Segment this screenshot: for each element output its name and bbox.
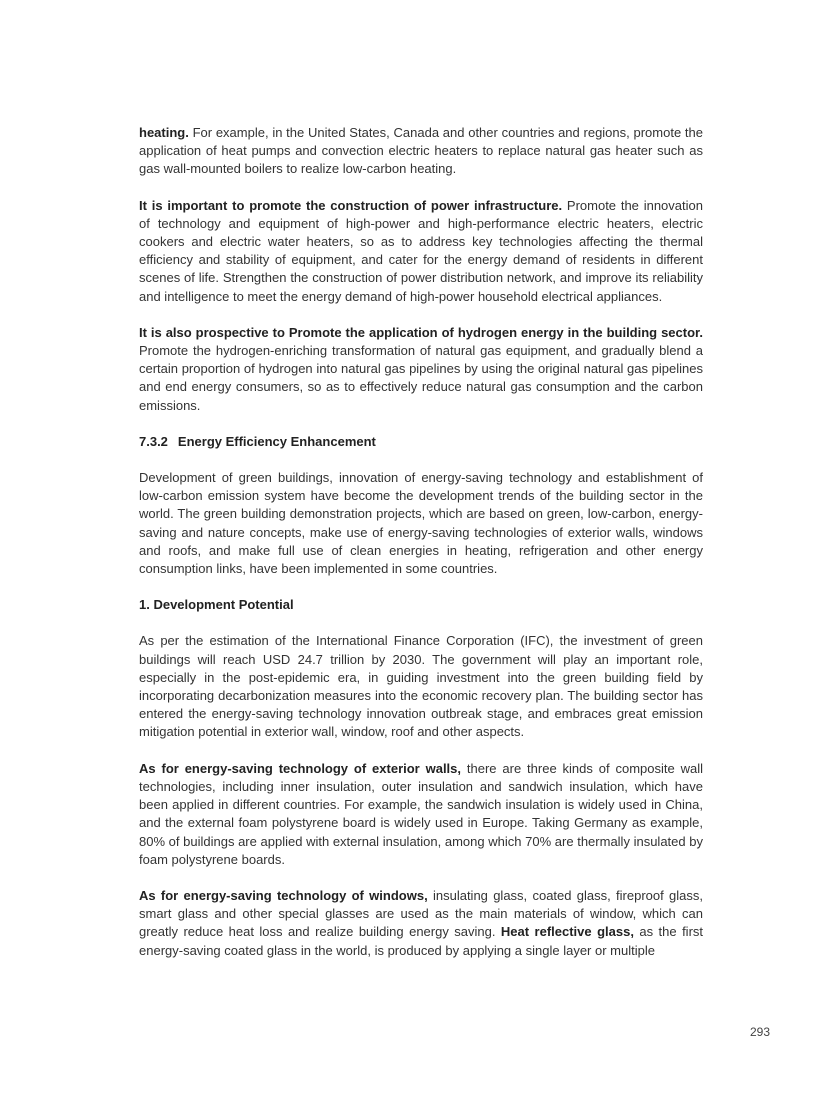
paragraph-lead: As for energy-saving technology of windows,	[139, 887, 428, 903]
subsection-heading: 1. Development Potential	[139, 597, 294, 613]
section-number: 7.3.2	[139, 433, 168, 449]
paragraph-heating	[139, 124, 703, 179]
paragraph-lead: It is also prospective to Promote the application of hydrogen energy in the building sector.	[139, 324, 703, 340]
paragraph-text: Development of green buildings, innovation of energy-saving technology and establishment of low-carbon emission system have become the development trends of the building sector in the world. The green building demonstration projects, which are based on green, low-carbon, energy-saving and nature concepts, make use of energy-saving technologies of exterior walls, windows and roofs, and make full use of clean energies in heating, refrigeration and other energy consumption links, have been implemented in some countries.	[139, 470, 703, 577]
paragraph-text: Promote the hydrogen-enriching transformation of natural gas equipment, and gradually blend a certain proportion of hydrogen into natural gas pipelines by using the original natural gas pipelines and end energy consumers, so as to effectively reduce natural gas consumption and the carbon emissions.	[139, 343, 703, 413]
paragraph-lead: As for energy-saving technology of exterior walls,	[139, 760, 462, 776]
paragraph-windows	[139, 887, 703, 960]
paragraph-lead: heating.	[139, 125, 189, 140]
section-title: Energy Efficiency Enhancement	[177, 433, 376, 449]
paragraph-hydrogen	[139, 324, 703, 415]
paragraph-text: Promote the innovation of technology and equipment of high-power and high-performance electric heaters, electric cookers and electric water heaters, so as to address key technologies affecting the thermal efficiency and stability of equipment, and cater for the energy demand of residents in different scenes of life. Strengthen the construction of power distribution network, and improve its reliability and intelligence to meet the energy demand of high-power household electrical appliances.	[139, 197, 703, 304]
paragraph-text: As per the estimation of the International Finance Corporation (IFC), the investment of green buildings will reach USD 24.7 trillion by 2030. The government will play an important role, especially in the post-epidemic era, in guiding investment into the green building field by incorporating decarbonization measures into the economic recovery plan. The building sector has entered the energy-saving technology innovation outbreak stage, and embraces great emission mitigation potential in exterior wall, window, roof and other aspects.	[139, 633, 703, 740]
section-heading	[139, 433, 703, 451]
paragraph-lead-secondary: Heat reflective glass,	[500, 924, 634, 940]
paragraph-text: there are three kinds of composite wall technologies, including inner insulation, outer insulation and sandwich insulation, which have been applied in different countries. For example, the sandwich insulation is widely used in China, and the external foam polystyrene board is widely used in Europe. Taking Germany as example, 80% of buildings are applied with external insulation, among which 70% are thermally insulated by foam polystyrene boards.	[139, 760, 703, 867]
paragraph-text-secondary: as the first energy-saving coated glass in the world, is produced by applying a single layer or multiple	[139, 924, 704, 958]
page-body	[139, 124, 703, 978]
paragraph-text: insulating glass, coated glass, fireproof glass, smart glass and other special glasses are used as the main materials of window, which can greatly reduce heat loss and realize building energy saving.	[139, 887, 703, 940]
paragraph-text: For example, in the United States, Canada and other countries and regions, promote the application of heat pumps and convection electric heaters to replace natural gas heater such as gas wall-mounted boilers to realize low-carbon heating.	[139, 125, 703, 177]
paragraph-lead: It is important to promote the construction of power infrastructure.	[139, 197, 563, 213]
page-number: 293	[749, 1025, 770, 1039]
paragraph-exterior-walls	[139, 760, 703, 869]
paragraph-power-infrastructure	[139, 197, 703, 306]
paragraph-green-buildings	[139, 469, 703, 578]
paragraph-ifc-estimation	[139, 632, 703, 741]
